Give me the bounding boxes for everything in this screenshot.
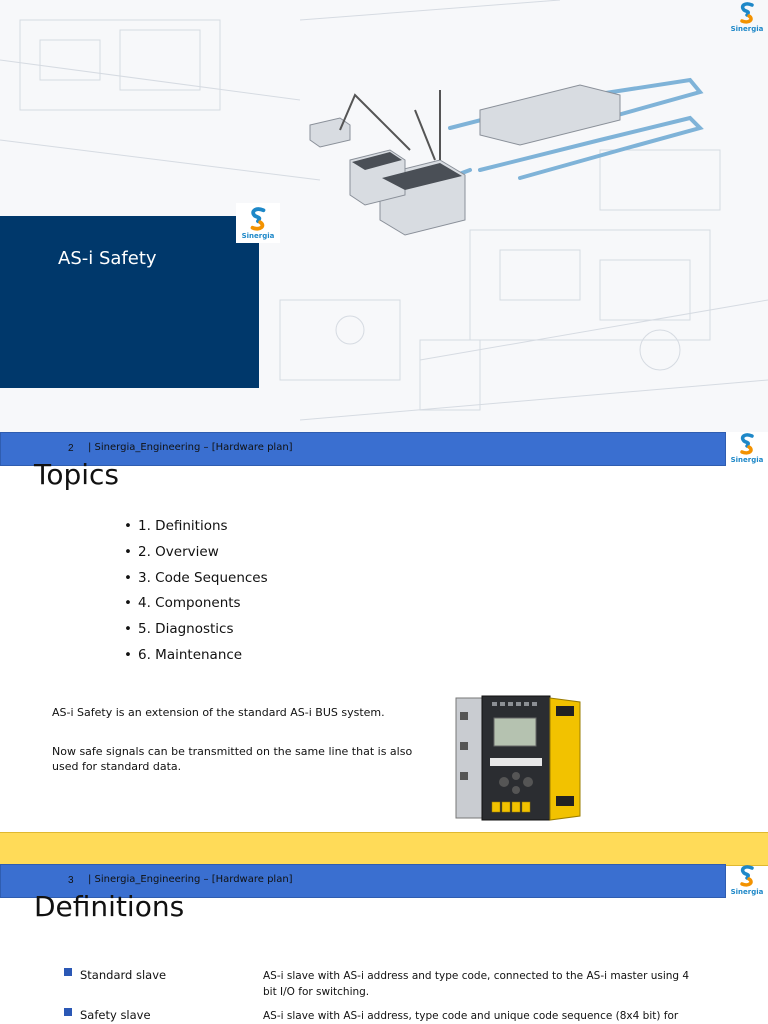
sinergia-logo (730, 433, 764, 464)
sinergia-logo (236, 203, 280, 243)
definition-term: Standard slave (80, 968, 167, 982)
definition-description: AS-i slave with AS-i address, type code and unique code sequence (8x4 bit) for (263, 1010, 679, 1022)
accent-bar (0, 832, 768, 866)
as-i-safety-monitor-device-image (452, 692, 584, 824)
list-item: • 5. Diagnostics (124, 621, 234, 638)
logo-wordmark: Sinergia (730, 456, 764, 464)
logo-wordmark: Sinergia (730, 25, 764, 33)
sinergia-logo-icon (737, 433, 757, 455)
sinergia-logo (730, 865, 764, 896)
list-item: • 1. Definitions (124, 518, 228, 534)
list-item: • 3. Code Sequences (124, 569, 268, 586)
list-item: • 4. Components (124, 595, 241, 612)
definition-term: Safety slave (80, 1008, 151, 1022)
bullet-square-icon (64, 968, 72, 976)
sinergia-logo-icon (737, 2, 757, 24)
slide-title: Definitions (34, 890, 185, 923)
sinergia-logo-icon (737, 865, 757, 887)
page-number: 3 (68, 875, 74, 886)
logo-wordmark: Sinergia (730, 888, 764, 896)
sinergia-logo (730, 2, 764, 33)
footer-text: | Sinergia_Engineering – [Hardware plan] (88, 442, 293, 453)
bullet-square-icon (64, 1008, 72, 1016)
definition-description: AS-i slave with AS-i address and type code, connected to the AS-i master using 4 bit I/O for switching. (263, 970, 690, 998)
sinergia-logo-icon (247, 207, 269, 231)
paragraph: Now safe signals can be transmitted on the same line that is also used for standard data. (52, 745, 413, 773)
paragraph: AS-i Safety is an extension of the standard AS-i BUS system. (52, 706, 385, 719)
logo-wordmark: Sinergia (241, 231, 275, 240)
slide-title: Topics (34, 458, 120, 491)
title-box (0, 216, 259, 388)
topics-list (124, 518, 268, 673)
title-slide (0, 0, 768, 432)
list-item: • 6. Maintenance (124, 646, 243, 663)
page-number: 2 (68, 443, 74, 454)
footer-text: | Sinergia_Engineering – [Hardware plan] (88, 874, 293, 885)
slide-title: AS-i Safety (58, 248, 157, 269)
list-item: • 2. Overview (124, 543, 219, 560)
